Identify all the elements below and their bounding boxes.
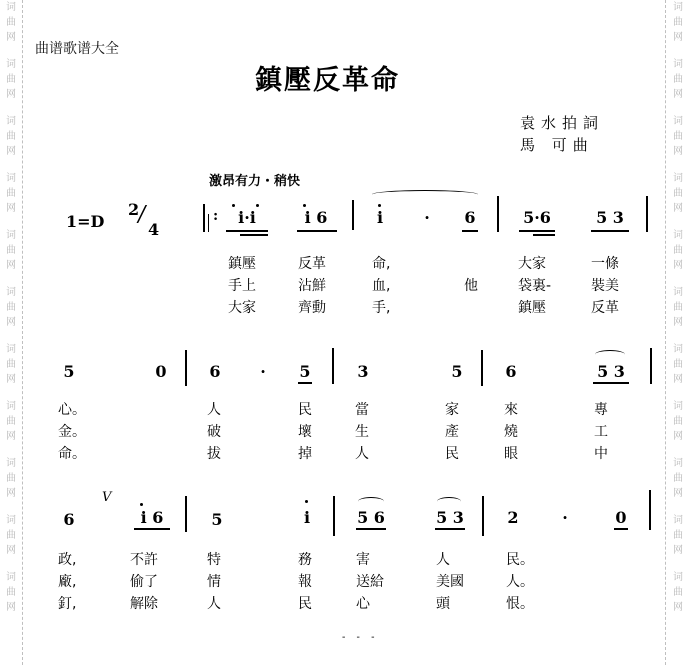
watermark-glyph: 曲 [673, 245, 683, 256]
watermark-glyph: 网 [6, 545, 16, 556]
watermark-glyph: 网 [6, 89, 16, 100]
watermark-glyph: 曲 [673, 473, 683, 484]
note: i·i [238, 208, 256, 227]
lyricist-credit: 袁水拍詞 [520, 114, 605, 132]
watermark-glyph: 网 [673, 203, 683, 214]
lyric: 袋裏- [518, 278, 552, 294]
watermark-glyph: 网 [6, 488, 16, 499]
lyric: 人 [207, 596, 221, 612]
bar-line [482, 496, 484, 536]
lyric: 壞 [298, 424, 312, 440]
note: i [376, 208, 384, 227]
extension-dot: · [562, 508, 568, 527]
lyric: 解除 [130, 596, 158, 612]
watermark-glyph: 网 [673, 32, 683, 43]
lyric: 手上 [228, 278, 256, 294]
lyric: 人 [436, 552, 450, 568]
watermark-glyph: 曲 [673, 188, 683, 199]
underline [240, 234, 268, 236]
underline [462, 230, 478, 232]
watermark-glyph: 曲 [6, 359, 16, 370]
underline [591, 230, 629, 232]
watermark-glyph: 曲 [6, 131, 16, 142]
underline [134, 528, 170, 530]
time-slash: / [135, 202, 148, 227]
watermark-glyph: 曲 [673, 131, 683, 142]
watermark-glyph: 曲 [6, 74, 16, 85]
underline [226, 230, 268, 232]
lyric: 人 [207, 402, 221, 418]
watermark-glyph: 词 [673, 515, 683, 526]
note: 5 [299, 362, 311, 381]
underline [356, 528, 386, 530]
watermark-glyph: 网 [6, 374, 16, 385]
page-number: - - - [342, 632, 379, 643]
watermark-glyph: 网 [6, 431, 16, 442]
underline [593, 382, 629, 384]
bar-line [497, 196, 499, 232]
lyric: 民 [298, 596, 312, 612]
underline [533, 234, 555, 236]
repeat-bar [203, 204, 205, 232]
watermark-glyph: 曲 [673, 530, 683, 541]
watermark-glyph: 网 [6, 32, 16, 43]
octave-dot [256, 204, 259, 207]
lyric: 工 [594, 424, 608, 440]
watermark-glyph: 网 [6, 260, 16, 271]
lyric: 當 [355, 402, 369, 418]
octave-dot [303, 204, 306, 207]
credits [520, 112, 604, 156]
watermark-glyph: 曲 [6, 473, 16, 484]
note: 5 [63, 362, 75, 381]
lyric: 害 [356, 552, 370, 568]
octave-dot [140, 503, 143, 506]
note: 5 [451, 362, 463, 381]
note: i 6 [304, 208, 328, 227]
watermark-glyph: 词 [673, 2, 683, 13]
watermark-glyph: 词 [6, 344, 16, 355]
lyric: 頭 [436, 596, 450, 612]
lyric: 送給 [356, 574, 384, 590]
lyric: 偷了 [130, 574, 158, 590]
watermark-glyph: 网 [673, 89, 683, 100]
lyric: 裝美 [591, 278, 619, 294]
key-signature: 1=D [66, 212, 105, 231]
lyric: 民 [445, 446, 459, 462]
lyric: 務 [298, 552, 312, 568]
watermark-glyph: 词 [673, 116, 683, 127]
lyric: 大家 [228, 300, 256, 316]
note: 5·6 [523, 208, 551, 227]
watermark-glyph: 曲 [673, 74, 683, 85]
watermark-glyph: 网 [673, 374, 683, 385]
note: 6 [63, 510, 75, 529]
lyric: 眼 [504, 446, 518, 462]
lyric: 一條 [591, 256, 619, 272]
song-title: 鎮壓反革命 [255, 65, 400, 96]
watermark-glyph: 网 [673, 545, 683, 556]
time-denominator: 4 [148, 220, 160, 239]
watermark-glyph: 网 [673, 317, 683, 328]
watermark-glyph: 网 [673, 602, 683, 613]
watermark-left [0, 0, 23, 665]
site-label: 曲谱歌谱大全 [35, 41, 119, 57]
bar-line [185, 496, 187, 532]
octave-dot [232, 204, 235, 207]
octave-dot [378, 204, 381, 207]
note: 6 [209, 362, 221, 381]
watermark-glyph: 词 [673, 230, 683, 241]
watermark-glyph: 词 [6, 515, 16, 526]
lyric: 拔 [207, 446, 221, 462]
bar-line [650, 348, 652, 384]
note: 5 [211, 510, 223, 529]
watermark-glyph: 词 [673, 572, 683, 583]
lyric: 大家 [518, 256, 546, 272]
extension-dot: · [424, 208, 430, 227]
repeat-bar-thin [208, 214, 209, 232]
extension-dot: · [260, 362, 266, 381]
lyric: 中 [594, 446, 608, 462]
watermark-glyph: 网 [673, 260, 683, 271]
note: 2 [507, 508, 519, 527]
watermark-glyph: 词 [6, 230, 16, 241]
lyric: 心。 [58, 402, 86, 418]
lyric: 家 [445, 402, 459, 418]
repeat-sign: : [213, 208, 219, 224]
watermark-glyph: 网 [6, 146, 16, 157]
lyric: 反革 [591, 300, 619, 316]
bar-line [333, 496, 335, 536]
watermark-glyph: 网 [673, 146, 683, 157]
note: 6 [464, 208, 476, 227]
underline [435, 528, 465, 530]
lyric: 來 [504, 402, 518, 418]
lyric: 齊動 [298, 300, 326, 316]
lyric: 手, [372, 300, 391, 316]
watermark-glyph: 曲 [673, 359, 683, 370]
lyric: 釘, [58, 596, 77, 612]
lyric: 生 [355, 424, 369, 440]
note: 5 3 [436, 508, 464, 527]
watermark-glyph: 词 [6, 59, 16, 70]
lyric: 恨。 [506, 596, 534, 612]
note: 6 [505, 362, 517, 381]
tempo-marking: 激昂有力・稍快 [209, 174, 301, 189]
lyric: 心 [356, 596, 370, 612]
lyric: 情 [207, 574, 221, 590]
lyric: 特 [207, 552, 221, 568]
watermark-glyph: 曲 [6, 587, 16, 598]
watermark-glyph: 网 [6, 203, 16, 214]
lyric: 鎮壓 [228, 256, 256, 272]
bar-line [185, 350, 187, 386]
watermark-glyph: 网 [6, 317, 16, 328]
note: i 6 [140, 508, 164, 527]
lyric: 反革 [298, 256, 326, 272]
watermark-glyph: 词 [673, 458, 683, 469]
watermark-glyph: 曲 [673, 17, 683, 28]
watermark-glyph: 曲 [673, 302, 683, 313]
watermark-glyph: 网 [673, 488, 683, 499]
note: 5 3 [597, 362, 625, 381]
watermark-glyph: 词 [6, 287, 16, 298]
watermark-glyph: 曲 [673, 587, 683, 598]
watermark-glyph: 网 [673, 431, 683, 442]
lyric: 鎮壓 [518, 300, 546, 316]
lyric: 專 [594, 402, 608, 418]
watermark-glyph: 词 [673, 401, 683, 412]
lyric: 掉 [298, 446, 312, 462]
underline [614, 528, 628, 530]
note: 5 6 [357, 508, 385, 527]
slur [358, 497, 384, 506]
watermark-glyph: 曲 [6, 17, 16, 28]
note: 5 3 [596, 208, 624, 227]
bar-line [646, 196, 648, 232]
note: 3 [357, 362, 369, 381]
lyric: 民。 [506, 552, 534, 568]
breath-mark: V [102, 490, 112, 505]
slur [595, 350, 625, 359]
watermark-glyph: 词 [6, 401, 16, 412]
watermark-glyph: 词 [673, 59, 683, 70]
lyric: 產 [445, 424, 459, 440]
time-numerator: 2 [128, 200, 140, 219]
watermark-glyph: 曲 [673, 416, 683, 427]
watermark-glyph: 词 [6, 116, 16, 127]
watermark-glyph: 词 [6, 173, 16, 184]
watermark-glyph: 曲 [6, 245, 16, 256]
lyric: 廠, [58, 574, 77, 590]
lyric: 不許 [130, 552, 158, 568]
note: 0 [155, 362, 167, 381]
lyric: 人。 [506, 574, 534, 590]
lyric: 報 [298, 574, 312, 590]
watermark-right [665, 0, 690, 665]
watermark-glyph: 曲 [6, 302, 16, 313]
lyric: 美國 [436, 574, 464, 590]
octave-dot [305, 500, 308, 503]
underline [297, 230, 337, 232]
underline [298, 382, 312, 384]
lyric: 金。 [58, 424, 86, 440]
watermark-glyph: 曲 [6, 416, 16, 427]
watermark-glyph: 词 [6, 2, 16, 13]
watermark-glyph: 词 [673, 173, 683, 184]
lyric: 破 [207, 424, 221, 440]
lyric: 燒 [504, 424, 518, 440]
watermark-glyph: 词 [6, 572, 16, 583]
bar-line [332, 348, 334, 384]
composer-credit: 馬 可曲 [520, 136, 594, 154]
note: 0 [615, 508, 627, 527]
bar-line [352, 200, 354, 230]
lyric: 沾鮮 [298, 278, 326, 294]
watermark-glyph: 词 [673, 287, 683, 298]
watermark-glyph: 词 [673, 344, 683, 355]
lyric: 命。 [58, 446, 86, 462]
lyric: 政, [58, 552, 77, 568]
watermark-glyph: 词 [6, 458, 16, 469]
underline [519, 230, 555, 232]
tie-slur [372, 190, 478, 199]
lyric: 民 [298, 402, 312, 418]
lyric: 他 [464, 278, 478, 294]
lyric: 人 [355, 446, 369, 462]
watermark-glyph: 网 [6, 602, 16, 613]
lyric: 血, [372, 278, 391, 294]
watermark-glyph: 曲 [6, 530, 16, 541]
bar-line [481, 350, 483, 386]
note: i [303, 508, 311, 527]
watermark-glyph: 曲 [6, 188, 16, 199]
bar-line [649, 490, 651, 530]
slur [437, 497, 461, 506]
lyric: 命, [372, 256, 391, 272]
